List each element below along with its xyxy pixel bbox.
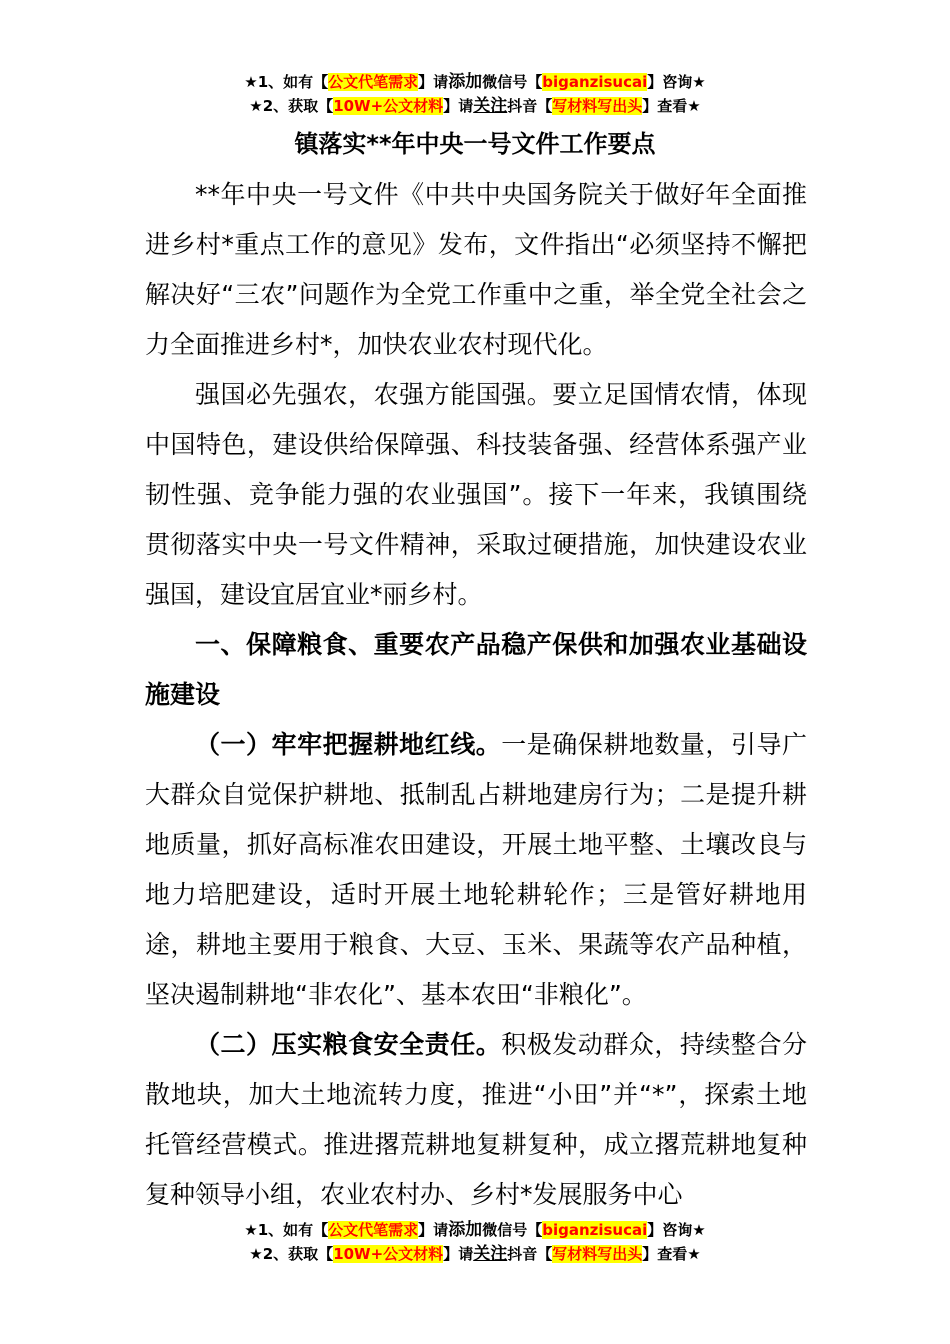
paragraph-item-2 (145, 1020, 807, 1220)
promo-banner-top (0, 70, 950, 118)
promo-line-1 (0, 70, 950, 94)
promo-text: ★2、获取【 (249, 1245, 334, 1263)
promo-text: 】请 (443, 1245, 474, 1263)
paragraph-intro: **年中央一号文件《中共中央国务院关于做好年全面推进乡村*重点工作的意见》发布，文件指出“必须坚持不懈把解决好“三农”问题作为全党工作重中之重，举全党全社会之力全面推进乡村*，加快农业农村现代化。 (145, 180, 807, 359)
section-heading-1: 一、保障粮食、重要农产品稳产保供和加强农业基础设施建设 (145, 630, 807, 709)
promo-text: 】请 (418, 73, 449, 91)
paragraph-item-1 (145, 720, 807, 1020)
promo-text: 】咨询★ (647, 1221, 706, 1239)
item-title: （一）牢牢把握耕地红线。 (195, 730, 502, 759)
promo-text: 】请 (443, 97, 474, 115)
promo-emphasis: 添加 (448, 1220, 483, 1240)
document-body (145, 170, 807, 1220)
promo-line-1 (0, 1218, 950, 1242)
promo-text: 】查看★ (642, 97, 701, 115)
promo-text: 】查看★ (642, 1245, 701, 1263)
promo-text: 】咨询★ (647, 73, 706, 91)
promo-highlight: 公文代笔需求 (328, 1221, 419, 1239)
item-text: 一是确保耕地数量，引导广大群众自觉保护耕地、抵制乱占耕地建房行为；二是提升耕地质量，抓好高标准农田建设，开展土地平整、土壤改良与地力培肥建设，适时开展土地轮耕轮作；三是管好耕地用途，耕地主要用于粮食、大豆、玉米、果蔬等农产品种植，坚决遏制耕地“非农化”、基本农田“非粮化”。 (145, 730, 807, 1009)
promo-emphasis: 关注 (473, 1244, 508, 1264)
promo-highlight: 写材料写出头 (552, 97, 643, 115)
promo-emphasis: 添加 (448, 72, 483, 92)
promo-highlight: 10W+公文材料 (333, 1245, 444, 1263)
promo-text: ★1、如有【 (244, 1221, 329, 1239)
promo-text: 抖音【 (507, 97, 553, 115)
promo-line-2 (0, 94, 950, 118)
promo-text: 微信号【 (482, 1221, 543, 1239)
document-title: 镇落实**年中央一号文件工作要点 (294, 130, 656, 158)
promo-highlight: 公文代笔需求 (328, 73, 419, 91)
promo-banner-bottom (0, 1218, 950, 1266)
promo-highlight: biganzisucai (542, 73, 648, 91)
promo-text: ★1、如有【 (244, 73, 329, 91)
promo-text: 抖音【 (507, 1245, 553, 1263)
promo-highlight: biganzisucai (542, 1221, 648, 1239)
promo-line-2 (0, 1242, 950, 1266)
item-text: 积极发动群众，持续整合分散地块，加大土地流转力度，推进“小田”并“*”，探索土地托管经营模式。推进撂荒耕地复耕复种，成立撂荒耕地复种复种领导小组，农业农村办、乡村*发展服务中心 (145, 1030, 807, 1209)
paragraph-background: 强国必先强农，农强方能国强。要立足国情农情，体现中国特色，建设供给保障强、科技装备强、经营体系强产业韧性强、竞争能力强的农业强国”。接下一年来，我镇围绕贯彻落实中央一号文件精神，采取过硬措施，加快建设农业强国，建设宜居宜业*丽乡村。 (145, 380, 807, 609)
promo-text: 】请 (418, 1221, 449, 1239)
item-title: （二）压实粮食安全责任。 (195, 1030, 502, 1059)
promo-highlight: 写材料写出头 (552, 1245, 643, 1263)
promo-emphasis: 关注 (473, 96, 508, 116)
promo-text: 微信号【 (482, 73, 543, 91)
promo-text: ★2、获取【 (249, 97, 334, 115)
promo-highlight: 10W+公文材料 (333, 97, 444, 115)
